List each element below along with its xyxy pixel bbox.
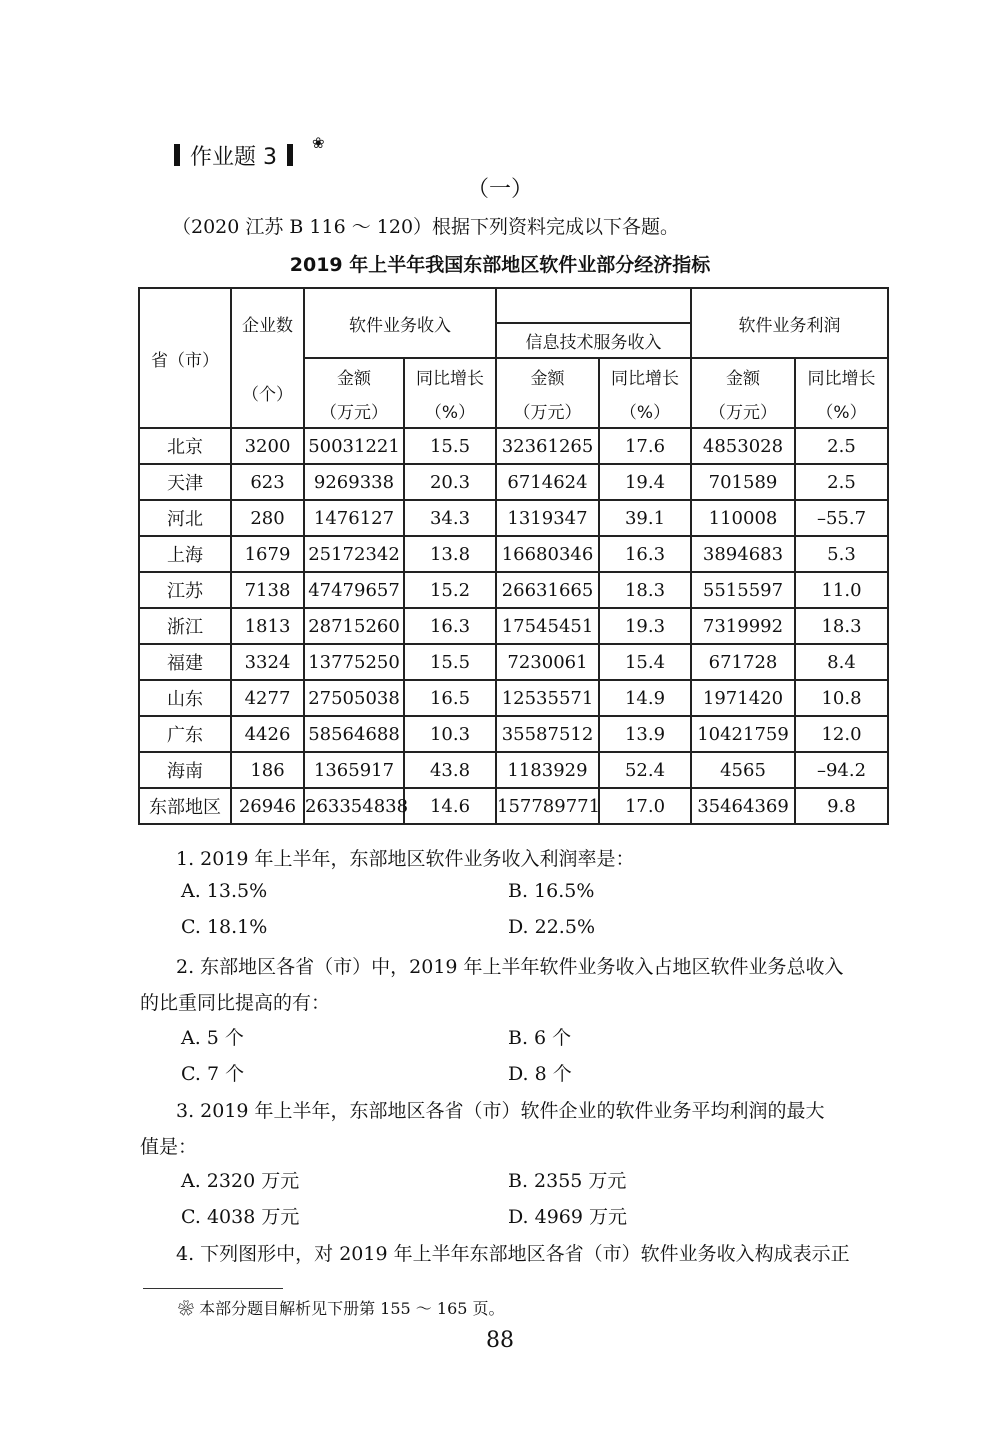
cell-rev-yoy: 34.3 [404,500,496,536]
cell-profit: 35464369 [691,788,795,824]
header-it-yoy: 同比增长 [599,358,691,393]
cell-firms: 1679 [231,536,304,572]
cell-profit-yoy: 10.8 [795,680,888,716]
question-3-option-c: C. 4038 万元 [181,1206,300,1228]
footnote-divider [143,1288,283,1289]
table-row [139,500,888,536]
cell-rev: 58564688 [304,716,404,752]
cell-rev-yoy: 15.5 [404,428,496,464]
table-body [139,428,888,824]
cell-it-yoy: 15.4 [599,644,691,680]
right-bar-decoration [287,144,293,166]
table-row [139,464,888,500]
question-1-option-b: B. 16.5% [508,880,595,902]
cell-it: 16680346 [496,536,599,572]
table-row [139,680,888,716]
header-rev-yoy: 同比增长 [404,358,496,393]
section-label: 作业题 3 [190,144,277,170]
intro-text: （2020 江苏 B 116 ～ 120）根据下列资料完成以下各题。 [172,216,680,238]
question-3-option-d: D. 4969 万元 [508,1206,628,1228]
header-rev-amount: 金额 [304,358,404,393]
header-revenue-top-spacer [496,288,691,323]
cell-rev-yoy: 13.8 [404,536,496,572]
cell-it-yoy: 19.3 [599,608,691,644]
cell-rev-yoy: 15.2 [404,572,496,608]
header-profit-yoy: 同比增长 [795,358,888,393]
header-enterprises: 企业数 [231,288,304,358]
cell-it-yoy: 17.0 [599,788,691,824]
footnote: ❀ 本部分题目解析见下册第 155 ～ 165 页。 [178,1299,505,1318]
question-3-stem-cont: 值是： [140,1136,198,1158]
cell-it-yoy: 52.4 [599,752,691,788]
cell-profit-yoy: 8.4 [795,644,888,680]
table-row [139,644,888,680]
header-profit: 软件业务利润 [691,288,888,358]
table-row [139,788,888,824]
cell-profit-yoy: 18.3 [795,608,888,644]
question-2-option-a: A. 5 个 [181,1027,244,1049]
cell-profit: 1971420 [691,680,795,716]
section-header [174,138,293,172]
cell-profit: 110008 [691,500,795,536]
header-profit-yoy-unit: （%） [795,393,888,428]
question-2-option-b: B. 6 个 [508,1027,572,1049]
cell-name: 北京 [139,428,231,464]
cell-it: 12535571 [496,680,599,716]
cell-profit: 3894683 [691,536,795,572]
cell-rev-yoy: 20.3 [404,464,496,500]
flower-footnote-mark-icon: ❀ [312,134,325,152]
header-profit-amount: 金额 [691,358,795,393]
table-row [139,572,888,608]
cell-it-yoy: 13.9 [599,716,691,752]
table-title: 2019 年上半年我国东部地区软件业部分经济指标 [289,254,711,276]
cell-name: 浙江 [139,608,231,644]
table-row [139,608,888,644]
cell-firms: 186 [231,752,304,788]
cell-profit: 671728 [691,644,795,680]
header-rev-yoy-unit: （%） [404,393,496,428]
cell-rev-yoy: 43.8 [404,752,496,788]
cell-name: 福建 [139,644,231,680]
cell-profit-yoy: 2.5 [795,428,888,464]
left-bar-decoration [174,144,180,166]
question-2-option-c: C. 7 个 [181,1063,245,1085]
header-province: 省（市） [139,288,231,428]
question-3-option-b: B. 2355 万元 [508,1170,627,1192]
table-row [139,428,888,464]
cell-firms: 4426 [231,716,304,752]
cell-profit-yoy: 9.8 [795,788,888,824]
cell-profit: 7319992 [691,608,795,644]
cell-name: 河北 [139,500,231,536]
question-4-stem: 4. 下列图形中，对 2019 年上半年东部地区各省（市）软件业务收入构成表示正 [176,1243,850,1265]
cell-profit: 701589 [691,464,795,500]
cell-name: 上海 [139,536,231,572]
question-1-stem: 1. 2019 年上半年，东部地区软件业务收入利润率是： [176,848,635,870]
economic-indicators-table [138,287,889,825]
cell-rev-yoy: 14.6 [404,788,496,824]
cell-it: 1319347 [496,500,599,536]
header-it-amount-unit: （万元） [496,393,599,428]
table-row [139,536,888,572]
cell-rev: 9269338 [304,464,404,500]
cell-profit-yoy: 5.3 [795,536,888,572]
cell-firms: 3324 [231,644,304,680]
cell-rev: 263354838 [304,788,404,824]
cell-profit: 10421759 [691,716,795,752]
cell-profit-yoy: –94.2 [795,752,888,788]
cell-profit-yoy: 12.0 [795,716,888,752]
table-row [139,716,888,752]
cell-profit-yoy: –55.7 [795,500,888,536]
cell-rev: 1365917 [304,752,404,788]
cell-firms: 623 [231,464,304,500]
cell-profit: 4565 [691,752,795,788]
part-title: （一） [466,177,533,202]
header-it-yoy-unit: （%） [599,393,691,428]
cell-profit: 4853028 [691,428,795,464]
cell-it: 157789771 [496,788,599,824]
cell-firms: 26946 [231,788,304,824]
cell-name: 山东 [139,680,231,716]
header-rev-amount-unit: （万元） [304,393,404,428]
cell-name: 海南 [139,752,231,788]
question-1-option-c: C. 18.1% [181,916,268,938]
question-2-stem: 2. 东部地区各省（市）中，2019 年上半年软件业务收入占地区软件业务总收入 [176,956,844,978]
cell-firms: 1813 [231,608,304,644]
cell-profit-yoy: 11.0 [795,572,888,608]
header-profit-amount-unit: （万元） [691,393,795,428]
cell-it-yoy: 16.3 [599,536,691,572]
table-row [139,752,888,788]
question-2-stem-cont: 的比重同比提高的有： [140,992,331,1014]
cell-rev: 25172342 [304,536,404,572]
cell-rev: 13775250 [304,644,404,680]
cell-name: 天津 [139,464,231,500]
question-2-option-d: D. 8 个 [508,1063,572,1085]
cell-name: 东部地区 [139,788,231,824]
cell-name: 广东 [139,716,231,752]
cell-firms: 3200 [231,428,304,464]
cell-it: 17545451 [496,608,599,644]
cell-rev: 50031221 [304,428,404,464]
cell-rev: 47479657 [304,572,404,608]
cell-it: 1183929 [496,752,599,788]
header-enterprises-unit: （个） [231,358,304,428]
cell-profit: 5515597 [691,572,795,608]
cell-it: 7230061 [496,644,599,680]
cell-rev: 1476127 [304,500,404,536]
page-number: 88 [486,1328,514,1353]
header-it-service: 信息技术服务收入 [496,323,691,358]
cell-it: 6714624 [496,464,599,500]
cell-it-yoy: 39.1 [599,500,691,536]
question-1-option-a: A. 13.5% [181,880,268,902]
cell-it: 35587512 [496,716,599,752]
cell-it-yoy: 19.4 [599,464,691,500]
cell-firms: 7138 [231,572,304,608]
question-3-stem: 3. 2019 年上半年，东部地区各省（市）软件企业的软件业务平均利润的最大 [176,1100,825,1122]
cell-it: 26631665 [496,572,599,608]
cell-rev-yoy: 10.3 [404,716,496,752]
cell-rev-yoy: 16.5 [404,680,496,716]
cell-name: 江苏 [139,572,231,608]
cell-rev: 27505038 [304,680,404,716]
cell-it-yoy: 18.3 [599,572,691,608]
cell-firms: 4277 [231,680,304,716]
header-revenue: 软件业务收入 [304,288,496,358]
cell-it-yoy: 17.6 [599,428,691,464]
question-1-option-d: D. 22.5% [508,916,595,938]
header-it-amount: 金额 [496,358,599,393]
cell-rev-yoy: 16.3 [404,608,496,644]
question-3-option-a: A. 2320 万元 [181,1170,300,1192]
cell-it: 32361265 [496,428,599,464]
cell-it-yoy: 14.9 [599,680,691,716]
cell-profit-yoy: 2.5 [795,464,888,500]
cell-rev-yoy: 15.5 [404,644,496,680]
cell-firms: 280 [231,500,304,536]
cell-rev: 28715260 [304,608,404,644]
